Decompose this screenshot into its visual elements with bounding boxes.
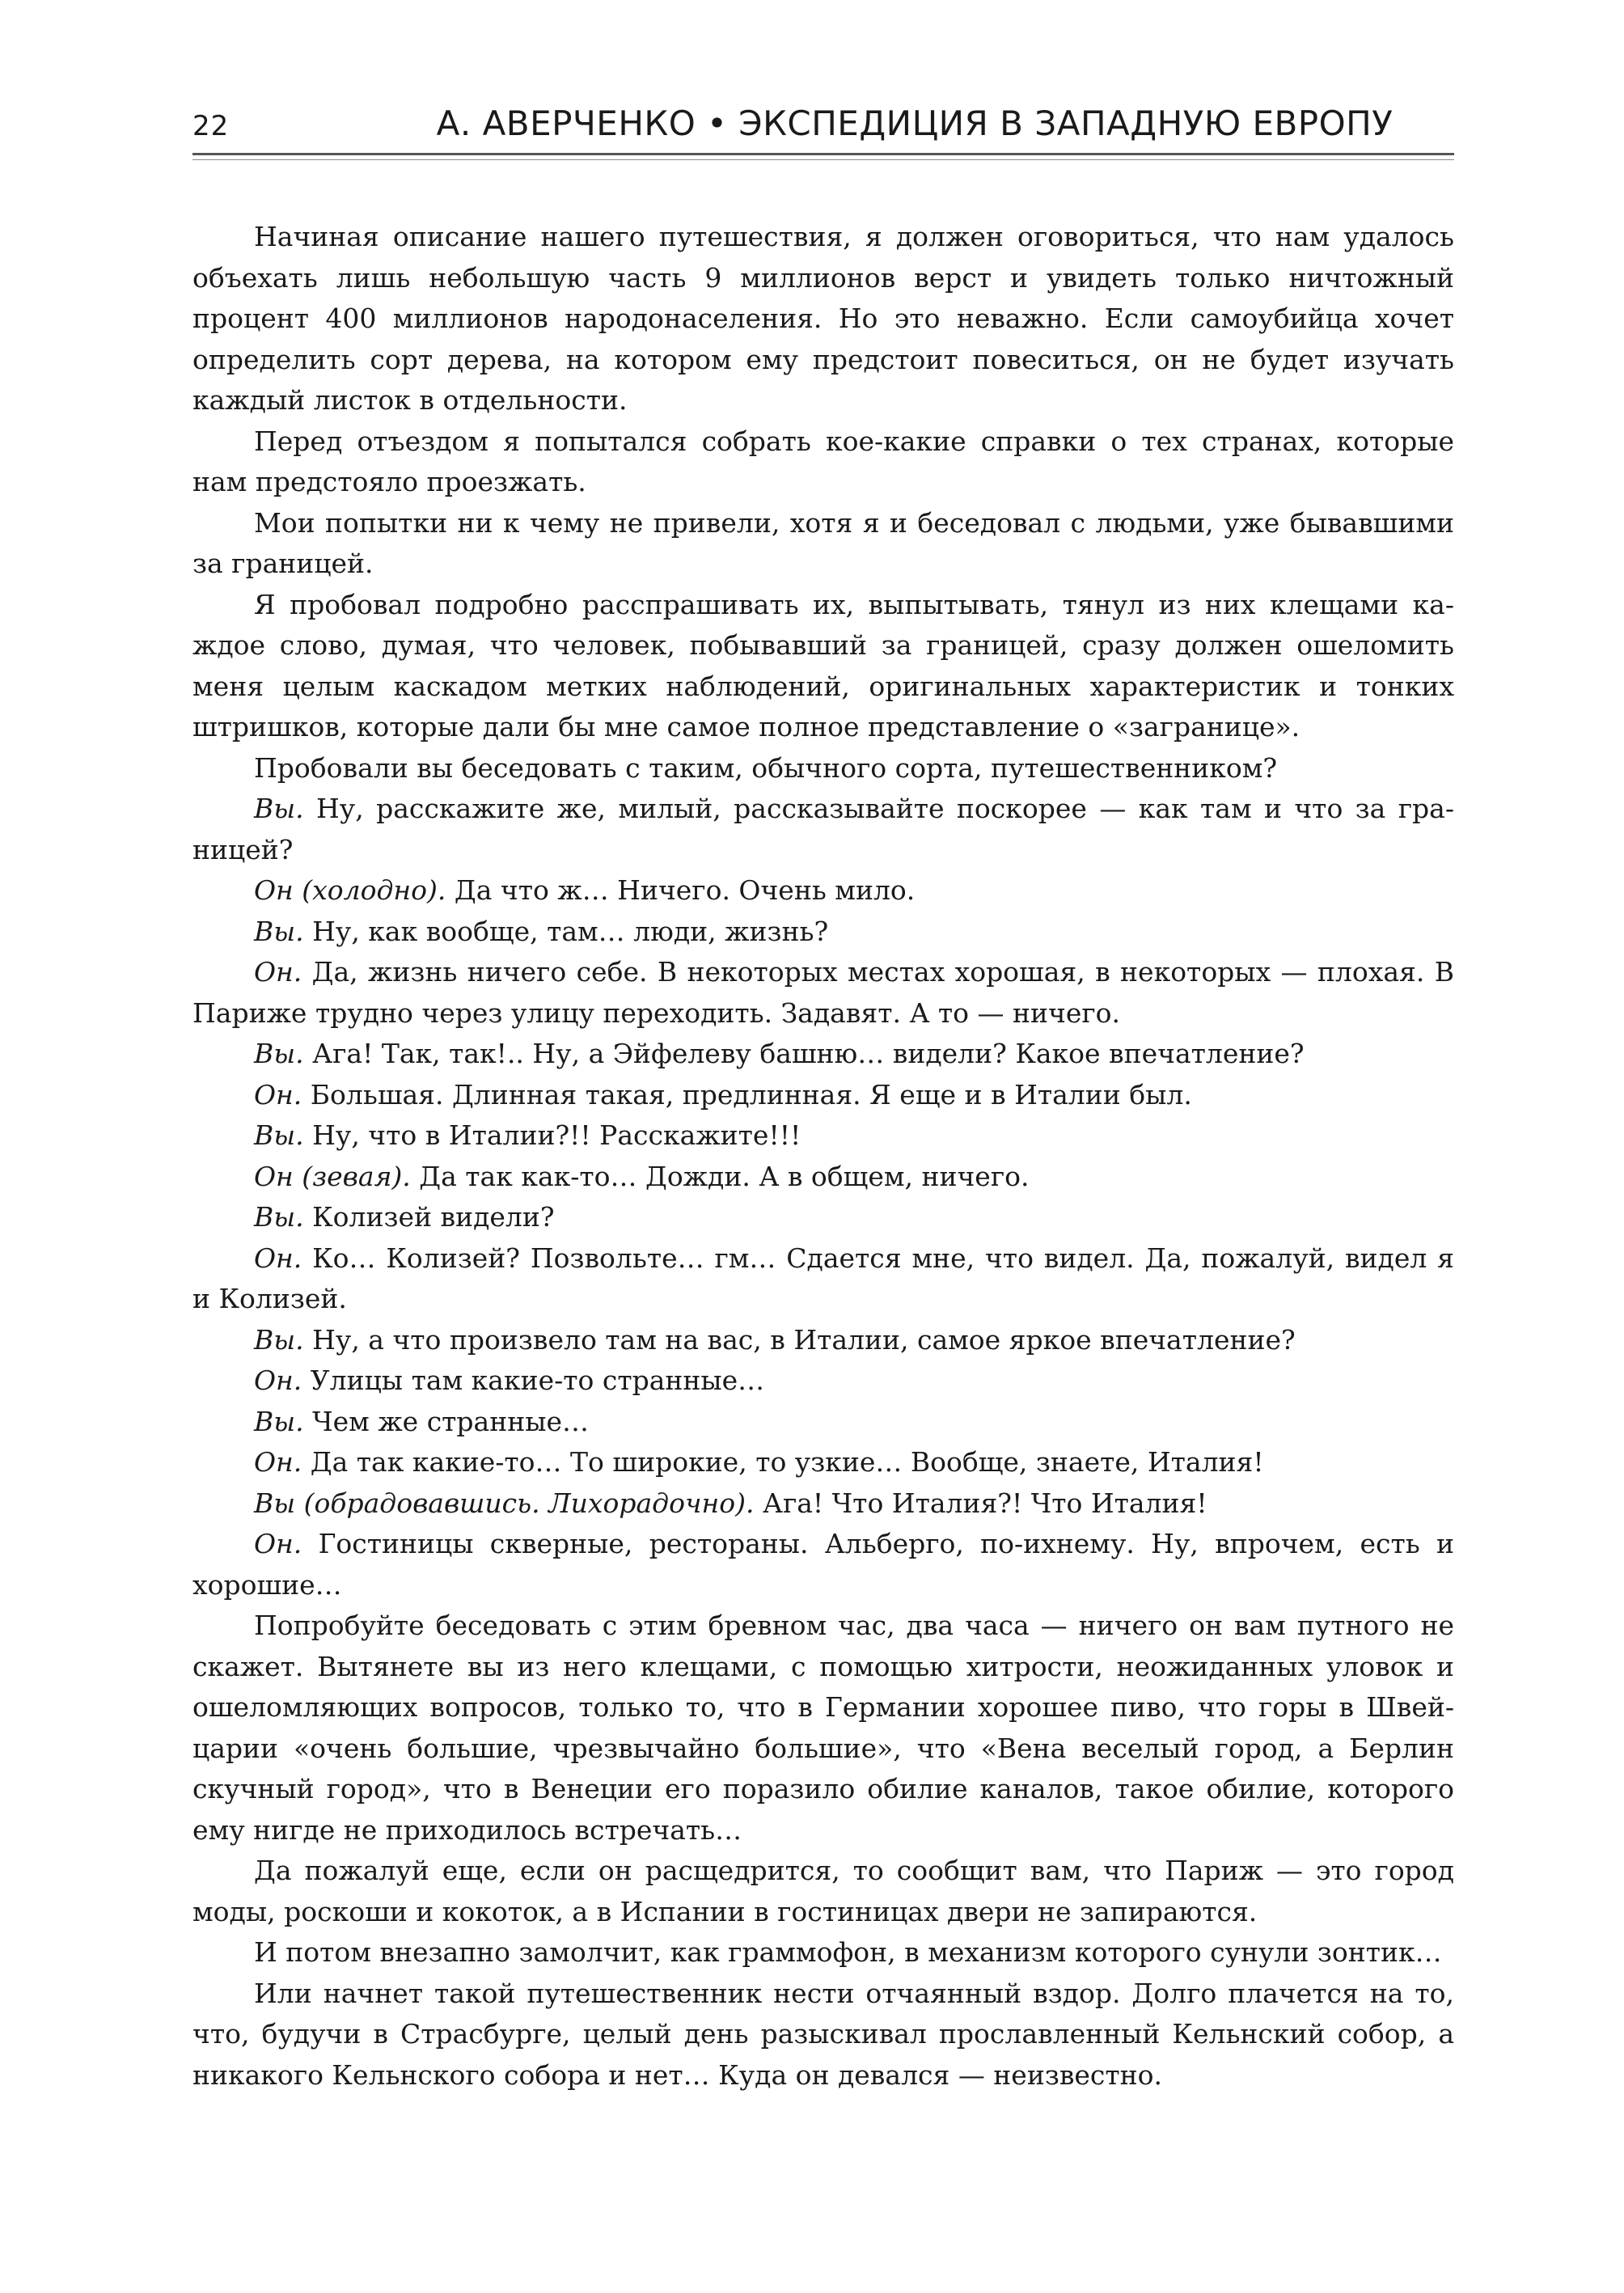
speaker-label: Он (зевая). <box>254 1160 411 1192</box>
paragraph-text: Да пожалуй еще, если он расщедрится, то сообщит вам, что Париж — это город моды, роскоши и кокоток, а в Испании в гостиницах двери не запираются. <box>192 1855 1454 1927</box>
paragraph-text: Начиная описание нашего путешествия, я должен оговориться, что нам удалось объехать лишь небольшую часть 9 миллионов верст и увидеть только ничтожный процент 400 миллионов народонаселения. Но это неважно. Если самоубийца хочет определить сорт дерева, на котором ему предстоит повеситься, он не будет изучать каждый листок в отдельности. <box>192 221 1454 416</box>
running-header <box>192 104 1454 154</box>
dialogue-line <box>192 1483 1454 1525</box>
dialogue-text: Ко… Колизей? Позвольте… гм… Сдается мне, что видел. Да, пожалуй, видел я и Колизей. <box>192 1242 1454 1314</box>
paragraph <box>192 748 1454 789</box>
dialogue-line <box>192 1115 1454 1157</box>
dialogue-text: Ну, расскажите же, милый, рассказывайте поскорее — как там и что за границей? <box>192 793 1454 865</box>
dialogue-line <box>192 1034 1454 1075</box>
speaker-label: Вы. <box>254 1038 304 1069</box>
paragraph <box>192 1932 1454 1974</box>
dialogue-text: Ну, а что произвело там на вас, в Италии, самое яркое впечатление? <box>312 1323 1296 1356</box>
dialogue-text: Ну, что в Италии?!! Расскажите!!! <box>312 1119 801 1151</box>
paragraph <box>192 421 1454 503</box>
speaker-label: Вы. <box>254 1323 304 1356</box>
page-number: 22 <box>192 110 230 142</box>
speaker-label: Вы. <box>254 1201 304 1233</box>
header-rule-thin <box>192 159 1454 160</box>
dialogue-line <box>192 1197 1454 1238</box>
paragraph <box>192 1851 1454 1932</box>
speaker-label: Он (холодно). <box>254 874 446 906</box>
paragraph <box>192 217 1454 421</box>
paragraph <box>192 585 1454 748</box>
paragraph-text: Я пробовал подробно расспрашивать их, выпытывать, тянул из них клещами каждое слово, думая, что человек, побывавший за границей, сразу должен ошеломить меня целым каскадом метких наблюдений, оригинальных характеристик и тонких штришков, которые дали бы мне самое полное представление о «загранице». <box>192 588 1454 742</box>
paragraph <box>192 503 1454 585</box>
dialogue-text: Гостиницы скверные, рестораны. Альберго, по-ихнему. Ну, впрочем, есть и хорошие… <box>192 1528 1454 1601</box>
dialogue-text: Большая. Длинная такая, предлинная. Я еще и в Италии был. <box>310 1078 1192 1111</box>
speaker-label: Он. <box>254 1446 302 1478</box>
speaker-label: Он. <box>254 1242 302 1274</box>
dialogue-text: Колизей видели? <box>312 1201 555 1233</box>
paragraph-text: Мои попытки ни к чему не привели, хотя я и беседовал с людьми, уже бывавшими за границей. <box>192 506 1454 579</box>
paragraph-text: Попробуйте беседовать с этим бревном час, два часа — ничего он вам путного не скажет. Вытянете вы из него клещами, с помощью хитрости, неожиданных уловок и ошеломляющих вопросов, только то, что в Германии хорошее пиво, что горы в Швейцарии «очень большие, чрезвычайно большие», что «Вена веселый город, а Берлин скучный город», что в Венеции его поразило обилие каналов, такое обилие, которого ему нигде не приходилось встречать… <box>192 1610 1454 1846</box>
dialogue-text: Да так какие-то… То широкие, то узкие… Вообще, знаете, Италия! <box>310 1446 1264 1478</box>
paragraph-text: Перед отъездом я попытался собрать кое-какие справки о тех странах, которые нам предстояло проезжать. <box>192 425 1454 497</box>
dialogue-text: Ага! Что Италия?! Что Италия! <box>762 1487 1207 1519</box>
dialogue-line <box>192 1157 1454 1198</box>
speaker-label: Он. <box>254 956 302 988</box>
paragraph-text: Или начнет такой путешественник нести отчаянный вздор. Долго плачется на то, что, будучи в Страсбурге, целый день разыскивал прославленный Кельнский собор, а никакого Кельнского собора и нет… Куда он девался — неизвестно. <box>192 1977 1454 2091</box>
speaker-label: Он. <box>254 1528 302 1559</box>
paragraph-text: И потом внезапно замолчит, как граммофон, в механизм которого сунули зонтик… <box>254 1936 1442 1968</box>
dialogue-line <box>192 789 1454 870</box>
dialogue-line <box>192 1402 1454 1443</box>
dialogue-line <box>192 1442 1454 1483</box>
dialogue-text: Ну, как вообще, там… люди, жизнь? <box>312 915 829 947</box>
speaker-label: Вы. <box>254 793 304 824</box>
dialogue-line <box>192 1320 1454 1361</box>
dialogue-line <box>192 1238 1454 1320</box>
dialogue-text: Да, жизнь ничего себе. В некоторых местах хорошая, в некоторых — плохая. В Париже трудно через улицу переходить. Задавят. А то — ничего. <box>192 956 1454 1029</box>
paragraph <box>192 1974 1454 2096</box>
dialogue-text: Улицы там какие-то странные… <box>310 1364 765 1396</box>
dialogue-line <box>192 1360 1454 1402</box>
speaker-label: Вы. <box>254 1119 304 1151</box>
header-rule <box>192 153 1454 155</box>
dialogue-line <box>192 1075 1454 1116</box>
speaker-label: Он. <box>254 1364 302 1396</box>
dialogue-text: Да так как-то… Дожди. А в общем, ничего. <box>419 1160 1030 1192</box>
dialogue-line <box>192 1524 1454 1606</box>
paragraph-text: Пробовали вы беседовать с таким, обычного сорта, путешественником? <box>254 751 1278 784</box>
dialogue-text: Чем же странные… <box>312 1405 590 1437</box>
paragraph <box>192 1606 1454 1851</box>
speaker-label: Вы. <box>254 1405 304 1437</box>
speaker-label: Он. <box>254 1078 302 1111</box>
dialogue-line <box>192 870 1454 912</box>
dialogue-line <box>192 912 1454 953</box>
dialogue-text: Да что ж… Ничего. Очень мило. <box>454 874 916 906</box>
running-title: А. АВЕРЧЕНКО • ЭКСПЕДИЦИЯ В ЗАПАДНУЮ ЕВРОПУ <box>436 104 1394 143</box>
dialogue-line <box>192 952 1454 1034</box>
speaker-label: Вы. <box>254 915 304 947</box>
dialogue-text: Ага! Так, так!.. Ну, а Эйфелеву башню… видели? Какое впечатление? <box>312 1038 1305 1069</box>
body-text <box>192 217 1454 2096</box>
speaker-label: Вы (обрадовавшись. Лихорадочно). <box>254 1487 755 1519</box>
